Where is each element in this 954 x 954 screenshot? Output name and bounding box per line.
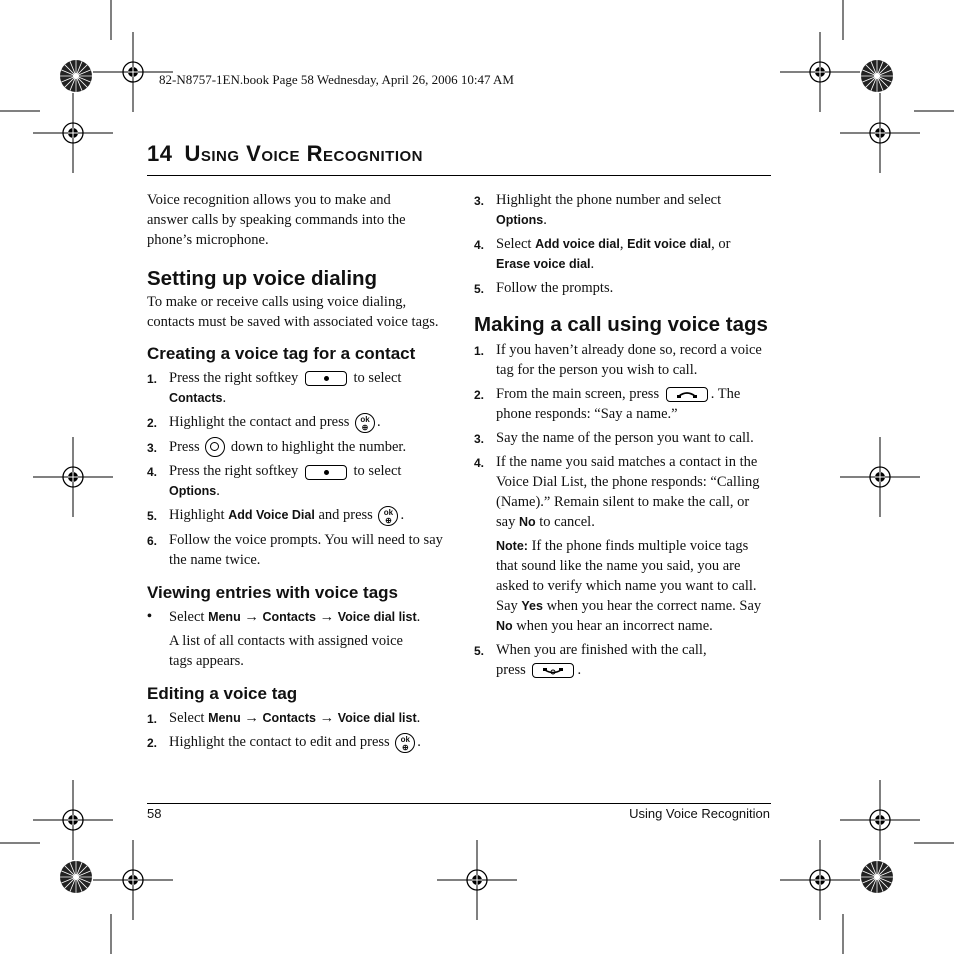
footer-section-title: Using Voice Recognition [629,806,770,821]
edit-step-2: 2. Highlight the contact to edit and press ok ⊕ . [147,734,421,752]
crosshair-mark-icon [33,437,113,517]
ok-key-icon: ok ⊕ [355,413,375,433]
star-mark-icon [861,861,893,893]
setup-heading: Setting up voice dialing [147,267,378,290]
ok-key-icon: ok ⊕ [395,733,415,753]
chapter-number: 14 [147,141,173,166]
create-step-4: 4. Press the right softkey to select Options. [147,463,402,500]
intro-paragraph: Voice recognition allows you to make and answer calls by speaking commands into the phone’s microphone. [147,192,406,248]
chapter-rule [147,175,771,176]
create-step-1: 1. Press the right softkey to select Contacts. [147,370,402,406]
call-step-4: 4. If the name you said matches a contact in the Voice Dial List, the phone responds: “Calling (Name).” Remain silent to make the call, or say No to cancel. [474,454,760,530]
edit-step-3: 3. Highlight the phone number and select Options. [474,192,722,228]
call-note: Note: If the phone finds multiple voice tags that sound like the name you said, you are asked to verify which name you want to call. Say Yes when you hear the correct name. Say No when you hear an incorrect name. [496,538,762,634]
call-step-3: 3. Say the name of the person you want to call. [474,430,754,446]
right-column [474,190,772,680]
edit-step-1: 1. Select Menu → Contacts → Voice dial list. [147,710,421,727]
footer-rule [147,803,771,804]
edit-step-5: 5. Follow the prompts. [474,280,614,296]
crosshair-mark-icon [840,93,920,173]
page-number: 58 [147,806,162,821]
crosshair-mark-icon [93,840,173,920]
crosshair-mark-icon [437,840,517,920]
crosshair-mark-icon [780,32,860,112]
call-step-5: 5. When you are finished with the call, press . [474,642,707,678]
crosshair-mark-icon [840,780,920,860]
create-heading: Creating a voice tag for a contact [147,344,416,363]
navigation-key-icon [205,437,225,457]
chapter-title: Using Voice Recognition [184,141,424,166]
setup-paragraph: To make or receive calls using voice dialing, contacts must be saved with associated voice tags. [147,294,439,330]
view-note: A list of all contacts with assigned voice tags appears. [169,633,403,670]
create-step-6: 6. Follow the voice prompts. You will need to say the name twice. [147,532,443,569]
call-heading: Making a call using voice tags [474,313,768,336]
create-step-3: 3. Press down to highlight the number. [147,437,447,458]
call-step-2: 2. From the main screen, press . The phone responds: “Say a name.” [474,386,741,422]
view-bullet-item: • Select Menu → Contacts → Voice dial list. [147,609,421,626]
end-key-icon [532,663,574,678]
right-softkey-icon [305,371,347,386]
right-softkey-icon [305,465,347,480]
create-step-2: 2. Highlight the contact and press ok ⊕ . [147,414,381,432]
star-mark-icon [60,861,92,893]
ok-key-icon: ok ⊕ [378,506,398,526]
call-step-1: 1. If you haven’t already done so, record a voice tag for the person you wish to call. [474,342,762,378]
crosshair-mark-icon [840,437,920,517]
crosshair-mark-icon [33,93,113,173]
crosshair-mark-icon [33,780,113,860]
crosshair-mark-icon [780,840,860,920]
view-heading: Viewing entries with voice tags [147,583,398,603]
edit-step-4: 4. Select Add voice dial, Edit voice dial, or Erase voice dial. [474,236,731,272]
create-step-5: 5. Highlight Add Voice Dial and press ok ⊕ . [147,507,405,526]
print-header: 82-N8757-1EN.book Page 58 Wednesday, April 26, 2006 10:47 AM [159,72,514,87]
edit-heading: Editing a voice tag [147,684,298,704]
chapter-heading [147,141,423,167]
left-column [147,190,447,753]
send-key-icon [666,387,708,402]
star-mark-icon [861,60,893,92]
star-mark-icon [60,60,92,92]
